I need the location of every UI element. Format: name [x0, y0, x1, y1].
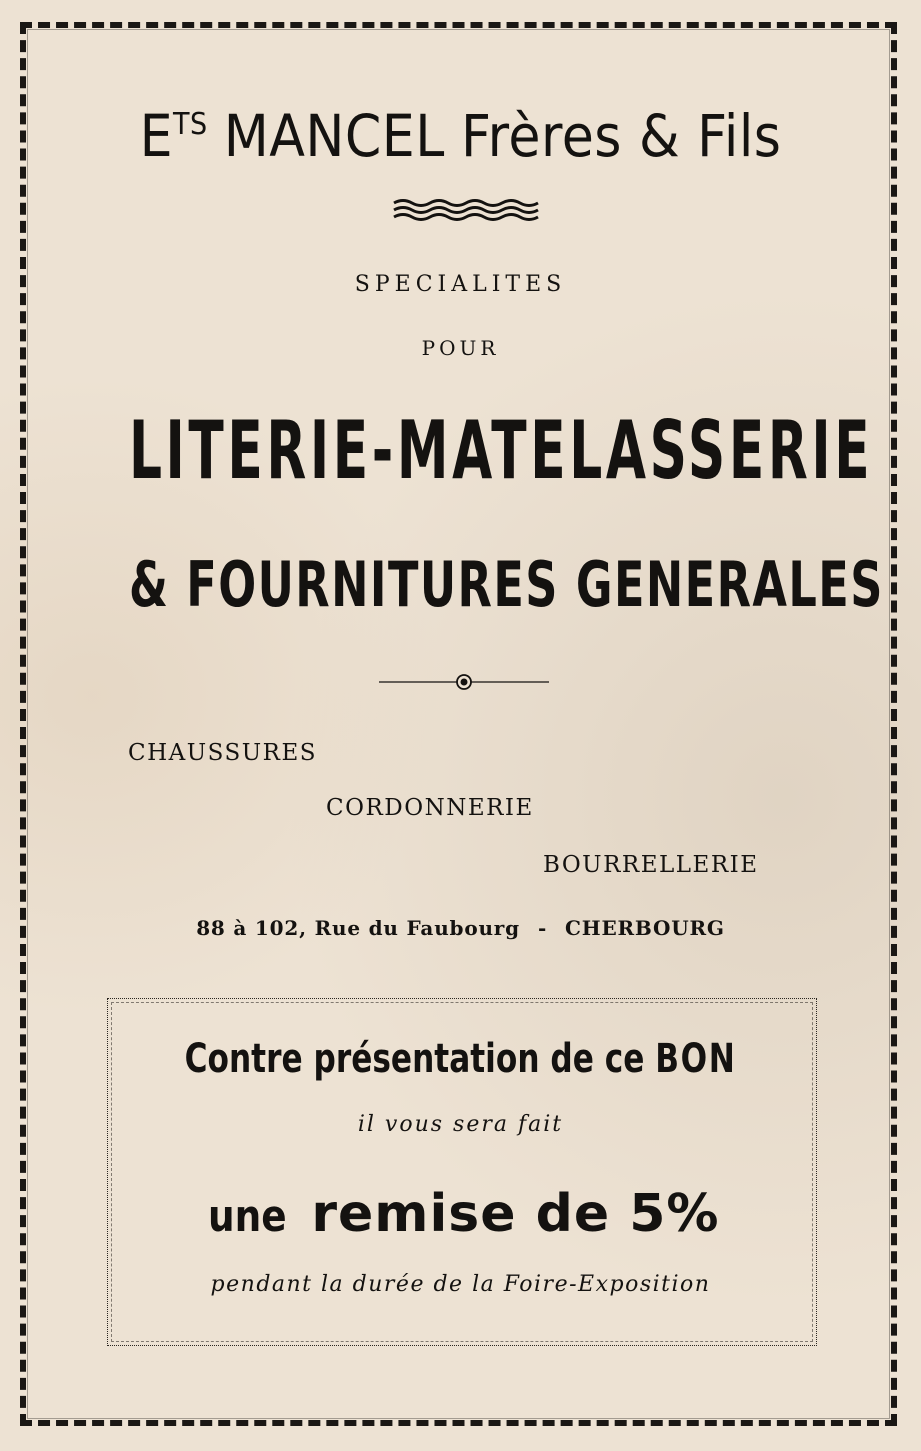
service-bourrellerie: BOURRELLERIE: [543, 852, 759, 878]
address-street: 88 à 102, Rue du Faubourg: [196, 916, 520, 940]
service-chaussures: CHAUSSURES: [128, 740, 318, 766]
second-specialty-heading: & FOURNITURES GENERALES: [128, 548, 884, 621]
dot-divider-icon: [379, 672, 549, 692]
address-separator: -: [537, 916, 548, 940]
wave-ornament-icon: [393, 197, 539, 223]
coupon-bon-word: BON: [655, 1036, 737, 1082]
address-city: CHERBOURG: [565, 916, 725, 940]
ets-superscript: TS: [173, 107, 208, 142]
coupon-validity: pendant la durée de la Foire-Exposition: [210, 1272, 711, 1297]
coupon-headline: [101, 1036, 819, 1082]
coupon-discount: [0, 1184, 921, 1244]
main-specialty-heading: LITERIE-MATELASSERIE: [128, 404, 874, 497]
specialites-label: SPECIALITES: [354, 272, 567, 297]
service-cordonnerie: CORDONNERIE: [326, 795, 534, 821]
coupon-headline-text: Contre présentation de ce: [184, 1036, 645, 1082]
company-title: [46, 102, 875, 170]
company-suffix: Frères & Fils: [460, 102, 782, 170]
pour-label: POUR: [421, 336, 500, 360]
company-name: MANCEL: [223, 102, 445, 170]
address: [0, 916, 921, 940]
coupon-subline: il vous sera fait: [357, 1112, 564, 1137]
coupon-discount-prefix: une: [208, 1191, 288, 1242]
coupon-discount-amount: remise de 5%: [311, 1184, 720, 1244]
ets-initial: E: [139, 102, 174, 170]
